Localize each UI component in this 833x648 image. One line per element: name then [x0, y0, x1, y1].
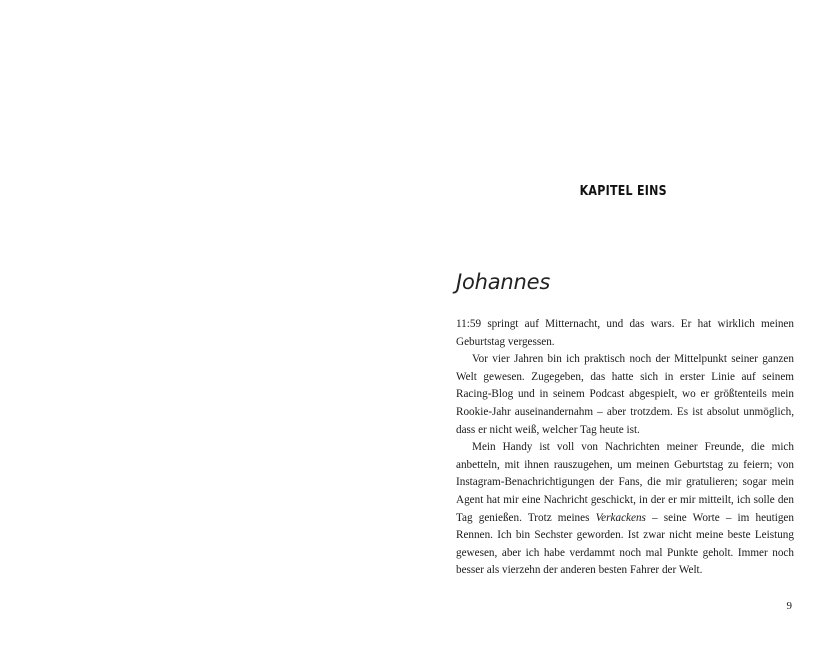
body-text — [456, 316, 794, 580]
right-page — [416, 0, 833, 648]
chapter-heading: KAPITEL EINS — [579, 184, 667, 199]
left-page-blank — [0, 0, 416, 648]
paragraph-3-before: Mein Handy ist voll von Nachrichten meiner Freunde, die mich anbetteln, mit ihnen rauszugehen, um meinen Geburtstag zu feiern; von Instagram-Benachrichtigungen der Fans, die mir gratulieren; sogar mein Agent hat mir eine Nachricht geschickt, in der er mir mitteilt, ich solle den Tag genießen. Trotz meines — [456, 441, 794, 524]
page-number: 9 — [786, 600, 792, 612]
paragraph-3-after: – seine Worte – im heutigen Rennen. Ich bin Sechster geworden. Ist zwar nicht meine beste Leistung gewesen, aber ich habe verdammt noch mal Punkte geholt. Immer noch besser als vierzehn der anderen besten Fahrer der Welt. — [456, 511, 794, 577]
paragraph-1: 11:59 springt auf Mitternacht, und das wars. Er hat wirklich meinen Geburtstag vergessen. — [456, 318, 794, 348]
chapter-title: Johannes — [456, 270, 551, 294]
paragraph-3-emphasis: Verkackens — [595, 511, 646, 524]
paragraph-3 — [456, 439, 794, 580]
paragraph-2: Vor vier Jahren bin ich praktisch noch der Mittelpunkt seiner ganzen Welt gewesen. Zugegeben, das hatte sich in erster Linie auf seinem Racing-Blog und in seinem Podcast abgespielt, wo er größtenteils mein Rookie-Jahr auseinandernahm – aber trotzdem. Es ist absolut unmöglich, dass er nicht weiß, welcher Tag heute ist. — [456, 353, 794, 436]
